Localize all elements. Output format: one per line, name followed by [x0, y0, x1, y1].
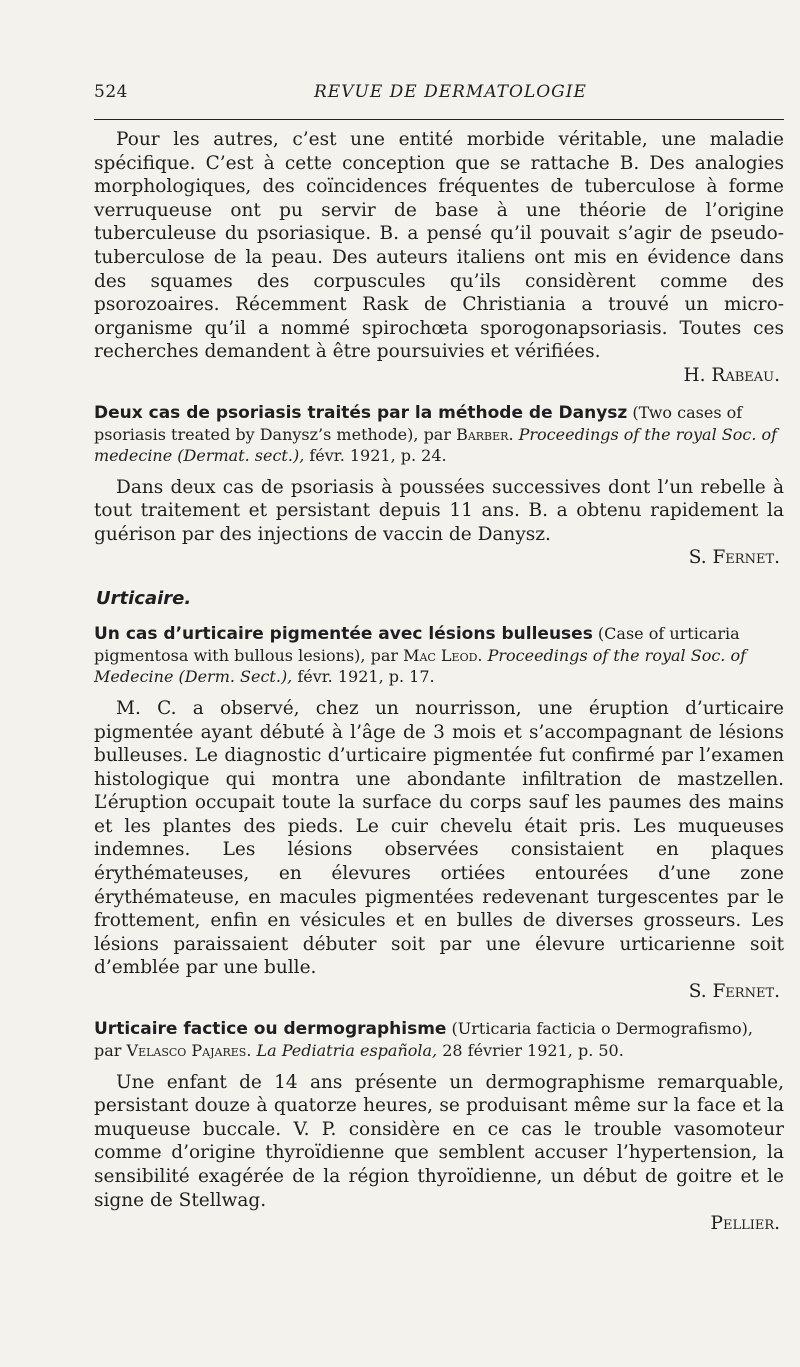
- entry-2-signature: S. Fernet.: [688, 981, 780, 1003]
- intro-paragraph: Pour les autres, c’est une entité morbide véritable, une maladie spécifique. C’est à cette conception que se rattache B. Des analogies morphologiques, des coïncidences fréquentes de tuberculose à forme verruqueuse ont pu servir de base à une théorie de l’origine tuberculeuse du psoriasique. B. a pensé qu’il pouvait s’agir de pseudo-tuberculose de la peau. Des auteurs italiens ont mis en évidence dans des squames des corpuscules qu’ils considèrent comme des psorozoaires. Récemment Rask de Christiania a trouvé un micro-organisme qu’il a nommé spirochœta sporogonapsoriasis. Toutes ces recherches demandent à être poursuivies et vérifiées.: [94, 129, 784, 363]
- entry-3-heading: [94, 1018, 784, 1061]
- entry-1-text: Dans deux cas de psoriasis à poussées successives dont l’un rebelle à tout traitement et persistant depuis 11 ans. B. a obtenu rapidement la guérison par des injections de vaccin de Danysz.: [94, 476, 784, 545]
- entry-2-journal: Proceedings of the royal Soc. of Medecine (Derm. Sect.),: [94, 645, 747, 686]
- entry-2-ref: (Case of urticaria pigmentosa with bullous lesions), par: [94, 623, 740, 665]
- entry-2-date: févr. 1921, p. 17.: [292, 666, 435, 686]
- intro-signature: H. Rabeau.: [683, 364, 780, 386]
- entry-3-signature: Pellier.: [710, 1213, 780, 1235]
- entry-1-author: Barber.: [456, 424, 514, 444]
- entry-2-text: M. C. a observé, chez un nourrisson, une éruption d’urticaire pigmentée ayant débuté à l’âge de 3 mois et s’accompagnant de lésions bulleuses. Le diagnostic d’urticaire pigmentée fut confirmé par l’examen histologique qui montra une abondante infiltration de mastzellen. L’éruption occupait toute la surface du corps sauf les paumes des mains et les plantes des pieds. Le cuir chevelu était pris. Les muqueuses indemnes. Les lésions observées consistaient en plaques érythémateuses, en élevures ortiées entourées d’une zone érythémateuse, en macules pigmentées redevenant turgescentes par le frottement, enfin en vésicules et en bulles de diverses grosseurs. Les lésions paraissaient débuter soit par une élevure urticarienne soit d’emblée par une bulle.: [94, 697, 784, 979]
- page-number: 524: [94, 82, 128, 102]
- article-body: [94, 128, 784, 1236]
- entry-1-signature: S. Fernet.: [688, 547, 780, 569]
- entry-2-heading: [94, 623, 784, 687]
- entry-3-ref: (Urticaria facticia o Dermografismo), par: [94, 1018, 753, 1060]
- entry-1-heading: [94, 402, 784, 466]
- entry-2-title: Un cas d’urticaire pigmentée avec lésions bulleuses: [94, 623, 593, 644]
- entry-1-title: Deux cas de psoriasis traités par la méthode de Danysz: [94, 402, 628, 423]
- entry-3-author: Velasco Pajares.: [126, 1040, 252, 1060]
- entry-3-title: Urticaire factice ou dermographisme: [94, 1018, 447, 1039]
- entry-3-text: Une enfant de 14 ans présente un dermographisme remarquable, persistant douze à quatorze heures, se produisant même sur la face et la muqueuse buccale. V. P. considère en ce cas le trouble vasomoteur comme d’origine thyroïdienne que semblent accuser l’hypertension, la sensibilité exagérée de la région thyroïdienne, un début de goitre et le signe de Stellwag.: [94, 1071, 784, 1211]
- header-rule: [94, 119, 784, 120]
- entry-3-date: 28 février 1921, p. 50.: [437, 1040, 624, 1060]
- section-title: Urticaire.: [96, 587, 192, 609]
- running-title: REVUE DE DERMATOLOGIE: [314, 82, 587, 102]
- entry-2-author: Mac Leod.: [403, 645, 483, 665]
- page-header: [94, 82, 784, 112]
- entry-1-ref: (Two cases of psoriasis treated by Danysz’s methode), par: [94, 402, 743, 444]
- entry-1-journal: Proceedings of the royal Soc. of medecine (Dermat. sect.),: [94, 424, 778, 465]
- entry-3-journal: La Pediatria española,: [251, 1040, 438, 1060]
- entry-1-date: févr. 1921, p. 24.: [304, 445, 447, 465]
